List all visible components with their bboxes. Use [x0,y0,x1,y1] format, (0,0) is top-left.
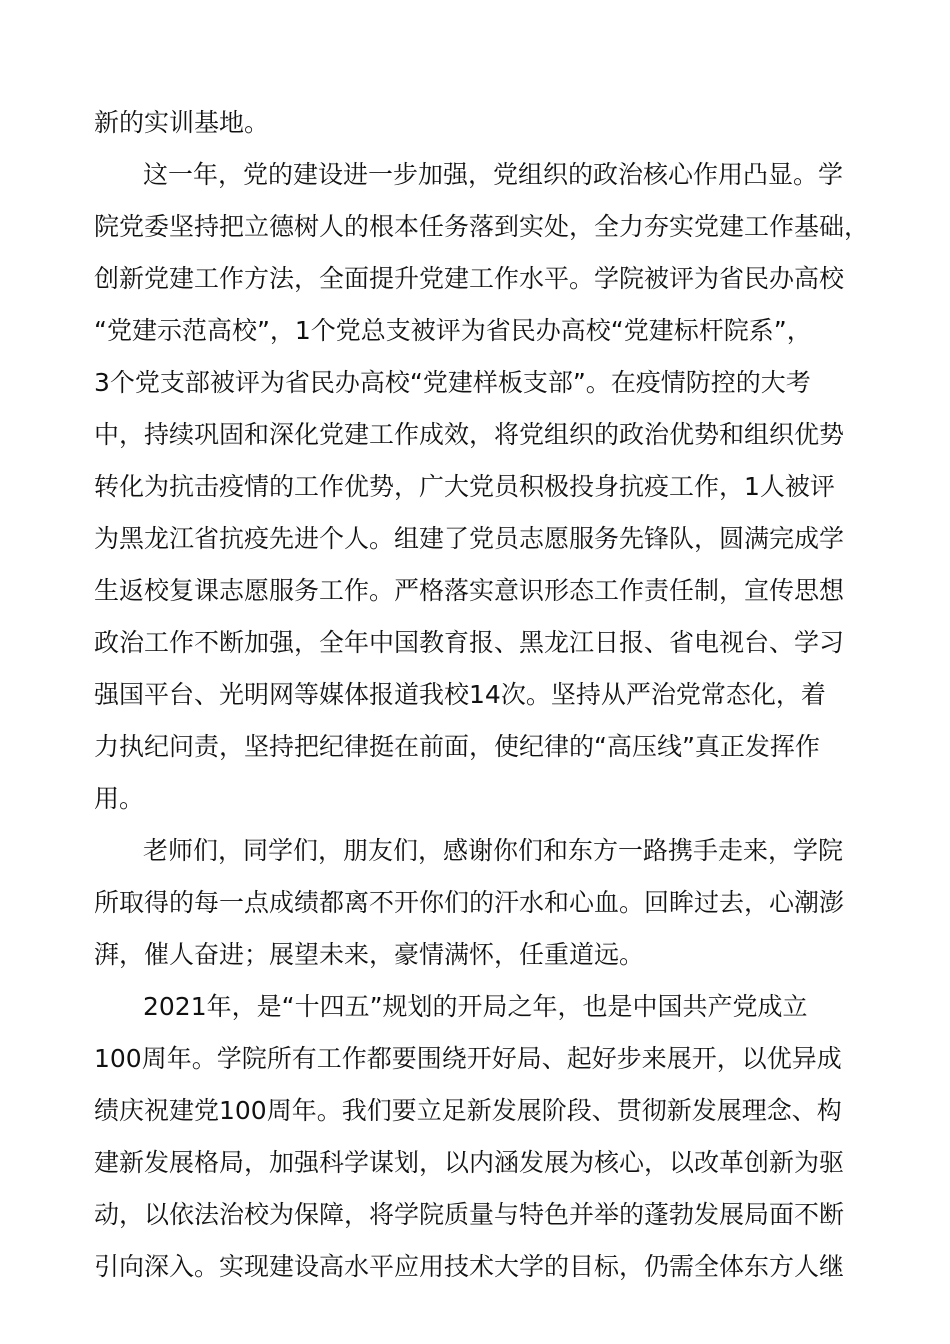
line-text: 引向深入。实现建设高水平应用技术大学的目标，仍需全体东方人继 [94,1252,845,1281]
line-text: 建新发展格局，加强科学谋划，以内涵发展为核心，以改革创新为驱 [94,1148,845,1177]
line-text: 新的实训基地。 [94,108,270,137]
text-line-15 [0,831,950,871]
line-text: 创新党建工作方法，全面提升党建工作水平。学院被评为省民办高校 [94,264,845,293]
line-text: “党建示范高校”，1个党总支被评为省民办高校“党建标杆院系”， [94,316,812,345]
text-line-23 [0,1247,950,1287]
line-text: 所取得的每一点成绩都离不开你们的汗水和心血。回眸过去，心潮澎 [94,888,845,917]
line-text: 转化为抗击疫情的工作优势，广大党员积极投身抗疫工作，1人被评 [94,472,835,501]
line-text: 用。 [94,784,145,813]
text-line-14 [0,779,950,819]
text-line-8 [0,467,950,507]
line-text: 动，以依法治校为保障，将学院质量与特色并举的蓬勃发展局面不断 [94,1200,845,1229]
text-line-20 [0,1091,950,1131]
line-text: 这一年，党的建设进一步加强，党组织的政治核心作用凸显。学 [143,160,844,189]
text-line-6 [0,363,950,403]
text-line-12 [0,675,950,715]
text-line-21 [0,1143,950,1183]
text-line-13 [0,727,950,767]
text-line-18 [0,987,950,1027]
line-text: 政治工作不断加强，全年中国教育报、黑龙江日报、省电视台、学习 [94,628,845,657]
text-line-9 [0,519,950,559]
text-line-16 [0,883,950,923]
text-line-2 [0,155,950,195]
line-text: 老师们，同学们，朋友们，感谢你们和东方一路携手走来，学院 [143,836,844,865]
text-line-7 [0,415,950,455]
text-line-1 [0,103,950,143]
text-line-5 [0,311,950,351]
line-text: 为黑龙江省抗疫先进个人。组建了党员志愿服务先锋队，圆满完成学 [94,524,845,553]
text-line-19 [0,1039,950,1079]
line-text: 中，持续巩固和深化党建工作成效，将党组织的政治优势和组织优势 [94,420,845,449]
line-text: 生返校复课志愿服务工作。严格落实意识形态工作责任制，宣传思想 [94,576,845,605]
line-text: 2021年，是“十四五”规划的开局之年，也是中国共产党成立 [143,992,808,1021]
line-text: 绩庆祝建党100周年。我们要立足新发展阶段、贯彻新发展理念、构 [94,1096,842,1125]
line-text: 湃，催人奋进；展望未来，豪情满怀，任重道远。 [94,940,645,969]
text-line-4 [0,259,950,299]
text-line-3 [0,207,950,247]
line-text: 100周年。学院所有工作都要围绕开好局、起好步来展开，以优异成 [94,1044,842,1073]
text-line-17 [0,935,950,975]
line-text: 力执纪问责，坚持把纪律挺在前面，使纪律的“高压线”真正发挥作 [94,732,820,761]
text-line-11 [0,623,950,663]
line-text: 院党委坚持把立德树人的根本任务落到实处，全力夯实党建工作基础， [94,212,870,241]
text-line-10 [0,571,950,611]
text-line-22 [0,1195,950,1235]
line-text: 3个党支部被评为省民办高校“党建样板支部”。在疫情防控的大考 [94,368,811,397]
line-text: 强国平台、光明网等媒体报道我校14次。坚持从严治党常态化，着 [94,680,826,709]
